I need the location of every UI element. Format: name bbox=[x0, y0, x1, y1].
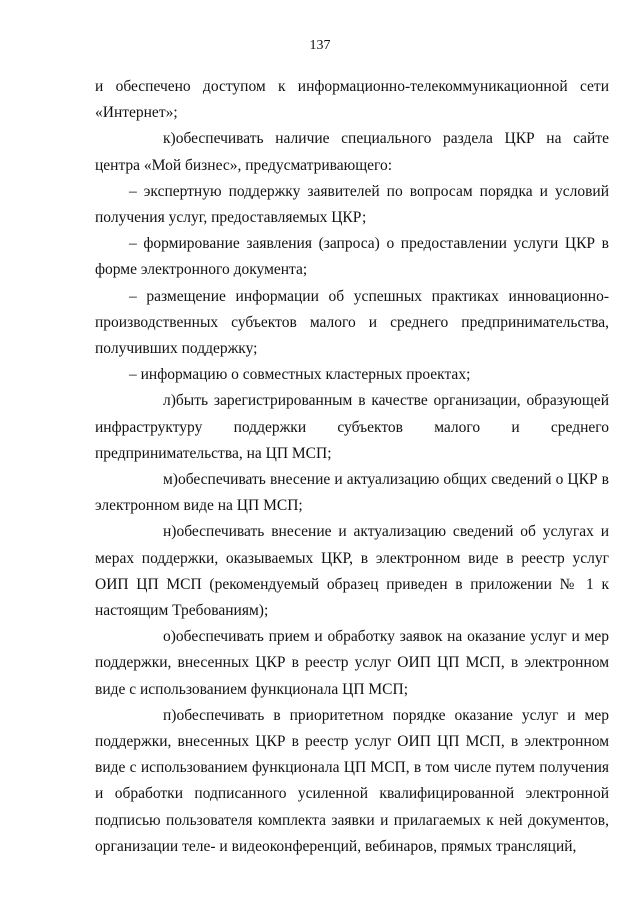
list-item-label: н) bbox=[163, 523, 177, 541]
list-item-label: м) bbox=[163, 471, 178, 489]
dash-item-success-practices bbox=[95, 284, 609, 363]
paragraph-text: обеспечивать внесение и актуализацию общих сведений о ЦКР в электронном виде на ЦП МСП; bbox=[95, 471, 609, 515]
dash-item-expert-support bbox=[95, 179, 609, 231]
page-number: 137 bbox=[309, 38, 331, 53]
list-item-label: п) bbox=[163, 706, 177, 724]
paragraph-text: – формирование заявления (запроса) о предоставлении услуги ЦКР в форме электронного документа; bbox=[95, 235, 609, 279]
paragraph-text: обеспечивать наличие специального раздела ЦКР на сайте центра «Мой бизнес», предусматривающего: bbox=[95, 130, 609, 174]
list-item-n bbox=[95, 519, 609, 624]
list-item-l bbox=[95, 388, 609, 467]
list-item-m bbox=[95, 467, 609, 519]
paragraph-continuation bbox=[95, 74, 609, 126]
list-item-p bbox=[95, 703, 609, 860]
list-item-k bbox=[95, 126, 609, 178]
paragraph-text: – размещение информации об успешных практиках инновационно-производственных субъектов малого и среднего предпринимательства, получивших поддержку; bbox=[95, 287, 609, 358]
paragraph-text: – информацию о совместных кластерных проектах; bbox=[129, 366, 471, 384]
list-item-label: л) bbox=[163, 392, 176, 410]
paragraph-text: обеспечивать внесение и актуализацию сведений об услугах и мерах поддержки, оказываемых ЦКР, в электронном виде в реестр услуг ОИП ЦП МСП (рекомендуемый образец приведен в приложении № 1 к настоящим Требованиям); bbox=[95, 523, 609, 620]
paragraph-text: быть зарегистрированным в качестве организации, образующей инфраструктуру поддержки субъектов малого и среднего предпринимательства, на ЦП МСП; bbox=[95, 392, 609, 462]
paragraph-text: обеспечивать прием и обработку заявок на оказание услуг и мер поддержки, внесенных ЦКР в реестр услуг ОИП ЦП МСП, в электронном виде с использованием функционала ЦП МСП; bbox=[95, 628, 609, 698]
list-item-label: о) bbox=[163, 628, 176, 646]
paragraph-text: обеспечивать в приоритетном порядке оказание услуг и мер поддержки, внесенных ЦКР в реестр услуг ОИП ЦП МСП, в электронном виде с использованием функционала ЦП МСП, в том числе путем получения и обработки подписанного усиленной квалифицированной электронной подписью пользователя комплекта заявки и прилагаемых к ней документов, организации теле- и видеоконференций, вебинаров, прямых трансляций, bbox=[95, 706, 609, 855]
paragraph-text: и обеспечено доступом к информационно-телекоммуникационной сети «Интернет»; bbox=[95, 78, 609, 122]
paragraph-text: – экспертную поддержку заявителей по вопросам порядка и условий получения услуг, предоставляемых ЦКР; bbox=[95, 182, 609, 227]
dash-item-application-form bbox=[95, 231, 609, 283]
dash-item-cluster-projects bbox=[95, 362, 609, 388]
document-body bbox=[95, 74, 609, 860]
list-item-o bbox=[95, 624, 609, 703]
list-item-label: к) bbox=[163, 130, 176, 148]
